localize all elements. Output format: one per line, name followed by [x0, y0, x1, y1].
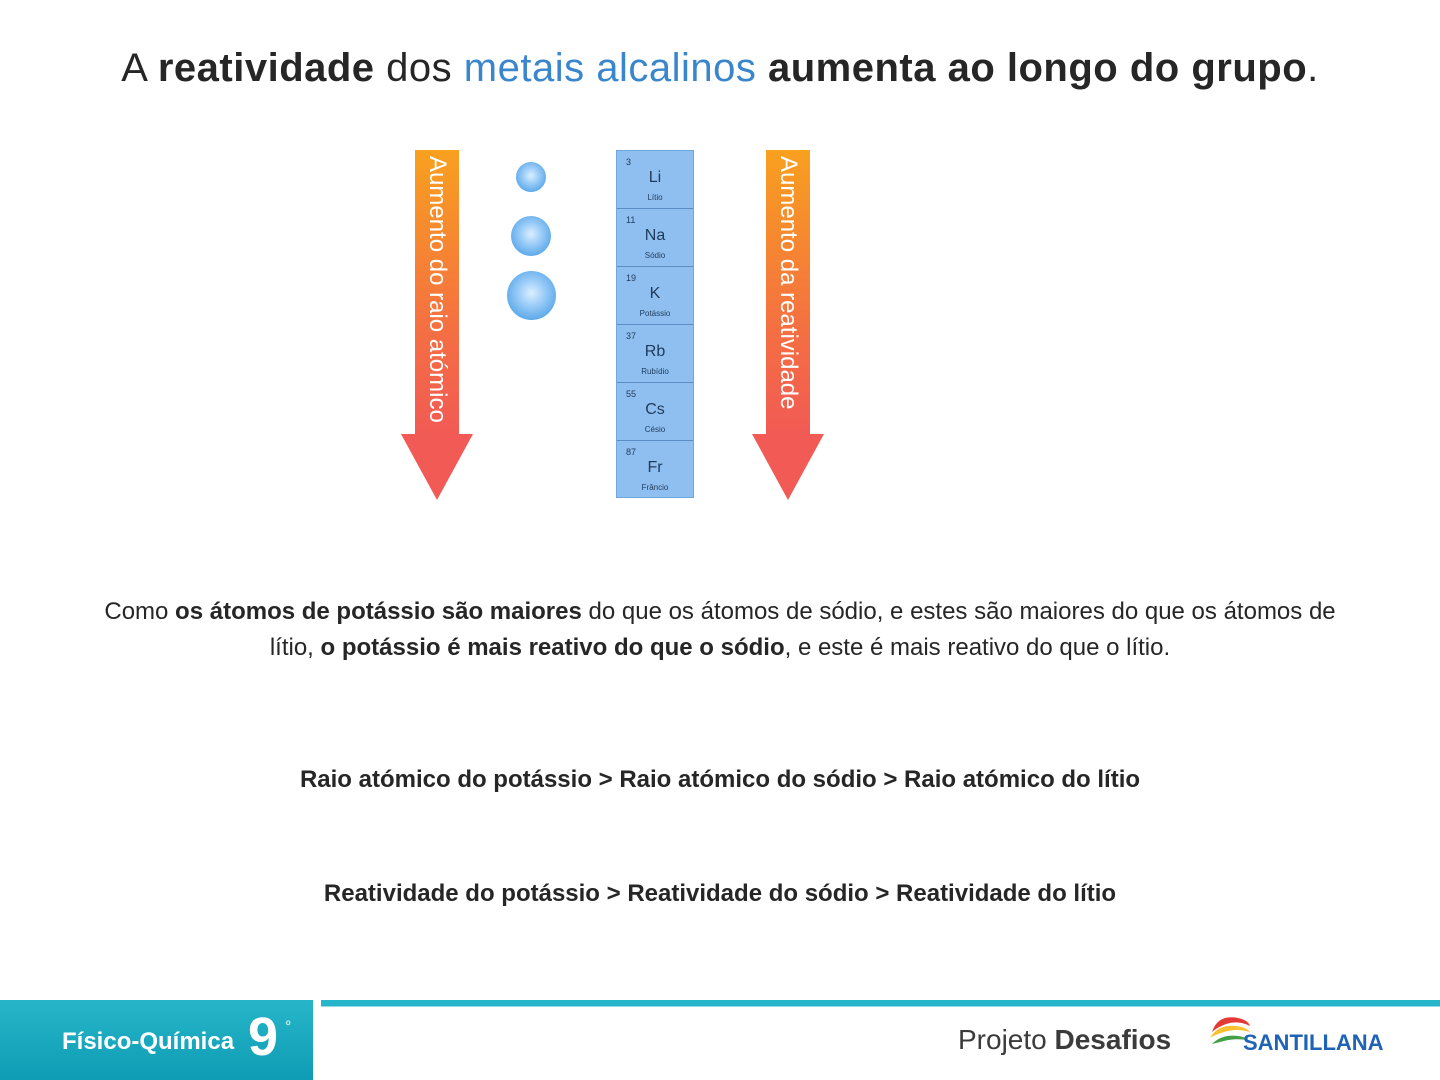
title-part: reatividade	[157, 46, 375, 90]
element-symbol: Li	[648, 169, 662, 186]
footer-bar	[0, 1000, 1440, 1080]
element-name: Césio	[644, 425, 666, 434]
reactivity-comparison: Reatividade do potássio > Reatividade do sódio > Reatividade do lítio	[323, 880, 1117, 907]
grade-ordinal: º	[286, 1018, 291, 1032]
element-cell-li	[617, 151, 693, 209]
explanation-paragraph	[90, 594, 1350, 666]
element-cell-rb	[617, 325, 693, 383]
radius-comparison: Raio atómico do potássio > Raio atómico do sódio > Raio atómico do lítio	[299, 766, 1141, 793]
explanation-part: o potássio é mais reativo do que o sódio	[320, 634, 785, 661]
projeto-text: Projeto	[958, 1024, 1055, 1055]
element-symbol: Fr	[647, 459, 663, 476]
element-name: Potássio	[639, 309, 671, 318]
atomic-number: 37	[626, 331, 637, 341]
element-name: Frâncio	[641, 483, 669, 492]
lithium-atom-icon	[516, 162, 546, 192]
atomic-number: 11	[626, 215, 636, 225]
slide-title	[0, 46, 1440, 91]
atomic-number: 3	[626, 157, 632, 167]
element-symbol: Rb	[644, 343, 666, 360]
title-part: .	[1307, 46, 1319, 90]
footer-divider	[313, 1000, 321, 1080]
element-name: Lítio	[647, 193, 663, 202]
title-part: metais alcalinos	[463, 46, 757, 90]
footer-subject-panel	[0, 1000, 313, 1080]
element-symbol: Cs	[645, 401, 665, 418]
potassium-atom-icon	[507, 271, 556, 320]
reactivity-arrow-label: Aumento da reatividade	[775, 156, 802, 410]
grade-number: 9	[248, 1007, 279, 1067]
reactivity-arrow	[752, 150, 824, 500]
publisher-name: SANTILLANA	[1243, 1030, 1384, 1055]
element-cell-cs	[617, 383, 693, 441]
element-name: Sódio	[644, 251, 666, 260]
title-part: dos	[374, 46, 464, 90]
atomic-radius-arrow-label: Aumento do raio atómico	[424, 156, 451, 423]
title-part	[756, 46, 768, 90]
desafios-text: Desafios	[1054, 1024, 1172, 1055]
element-cell-k	[617, 267, 693, 325]
element-cell-na	[617, 209, 693, 267]
element-symbol: Na	[644, 227, 666, 244]
element-symbol: K	[649, 285, 661, 302]
explanation-part: Como	[104, 598, 176, 625]
explanation-part: , e este é mais reativo do que o lítio.	[784, 634, 1171, 661]
title-part: aumenta ao longo do grupo	[767, 46, 1308, 90]
atomic-number: 87	[626, 447, 637, 457]
alkali-metals-column	[616, 150, 694, 498]
atomic-number: 19	[626, 273, 637, 283]
sodium-atom-icon	[511, 216, 551, 256]
element-name: Rubídio	[641, 367, 669, 376]
subject-label: Físico-Química	[62, 1028, 235, 1055]
element-cell-fr	[617, 441, 693, 499]
explanation-part: os átomos de potássio são maiores	[175, 598, 582, 625]
explanation-part: do que os átomos de sódio, e estes são maiores do que os átomos de lítio,	[269, 598, 1336, 661]
projeto-desafios-logo	[958, 1024, 1171, 1056]
atomic-number: 55	[626, 389, 637, 399]
atomic-radius-arrow	[401, 150, 473, 500]
title-part: A	[121, 46, 158, 90]
